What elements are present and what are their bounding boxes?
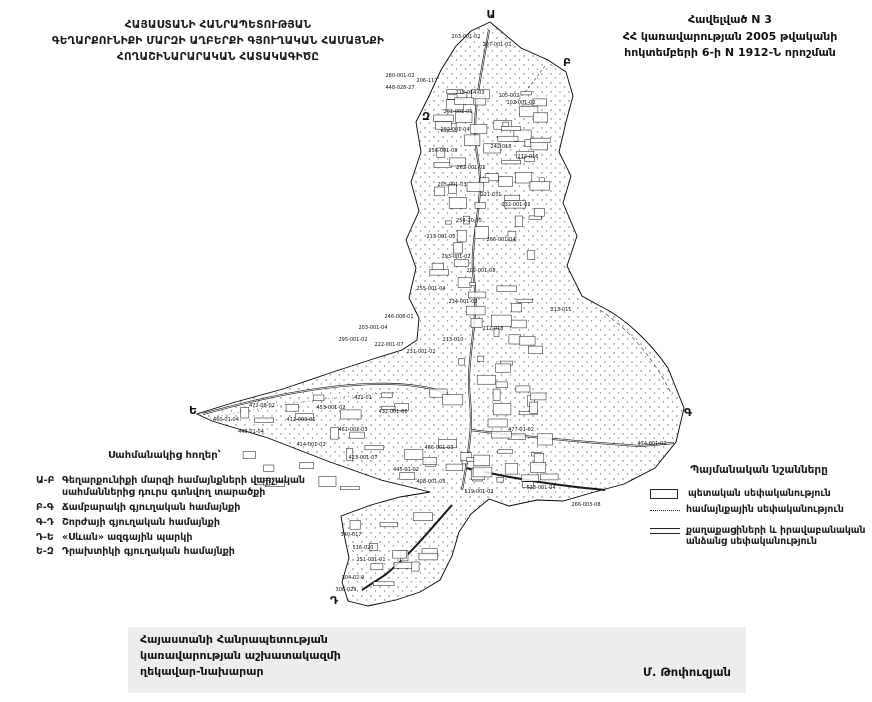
parcel-block xyxy=(493,404,511,415)
parcel-code-label: 280-001-02 xyxy=(385,73,415,79)
document-title xyxy=(14,18,422,65)
parcel-code-label: 234-001-02 xyxy=(448,299,478,305)
parcel-block xyxy=(530,393,546,400)
conventional-sign-item xyxy=(650,488,868,500)
adjacent-land-item xyxy=(36,475,328,499)
parcel-block xyxy=(331,428,339,440)
parcel-code-label: 246-008-01 xyxy=(384,314,414,320)
parcel-block xyxy=(471,318,482,327)
appendix-reference xyxy=(596,12,864,62)
parcel-block xyxy=(475,203,486,209)
adjacent-lands-title: Սահմանակից հողեր՝ xyxy=(108,450,221,461)
boundary-letter-Ե: Ե xyxy=(188,404,198,417)
parcel-code-label: 207-001-01 xyxy=(482,42,512,48)
parcel-code-label: 477-01-02 xyxy=(508,427,534,433)
parcel-code-label: 231-001-02 xyxy=(406,349,436,355)
parcel-block xyxy=(488,419,507,427)
parcel-block xyxy=(394,562,412,568)
parcel-code-label: 266-003-08 xyxy=(571,502,601,508)
parcel-block xyxy=(382,393,393,398)
adjacent-land-label: «Սևան» ազգային պարկի xyxy=(62,531,193,543)
boundary-letter-Գ: Գ xyxy=(683,406,693,419)
parcel-code-label: 466-001-03 xyxy=(424,445,454,451)
parcel-block xyxy=(496,364,511,372)
appendix-line-1: Հավելված N 3 xyxy=(688,13,772,26)
parcel-code-label: 242-018 xyxy=(490,144,512,150)
border-segment-code: Գ-Դ xyxy=(36,516,54,528)
parcel-block xyxy=(505,463,518,474)
parcel-code-label: 203-001-02 xyxy=(451,34,481,40)
parcel-block xyxy=(446,464,463,471)
parcel-code-label: 432-001-06 xyxy=(378,409,408,415)
parcel-block xyxy=(473,467,492,477)
parcel-block xyxy=(480,178,489,183)
parcel-block xyxy=(434,115,454,122)
parcel-block xyxy=(521,92,532,95)
parcel-code-label: 461-002-03 xyxy=(338,427,368,433)
parcel-block xyxy=(454,260,468,267)
parcel-block xyxy=(511,320,527,328)
parcel-code-label: 472-08-02 xyxy=(249,403,275,409)
parcel-block xyxy=(340,487,359,490)
parcel-block xyxy=(498,136,518,141)
parcel-block xyxy=(434,162,451,167)
parcel-code-label: 423-001-07 xyxy=(348,455,378,461)
parcel-code-label: 213-010 xyxy=(442,337,464,343)
parcel-block xyxy=(430,270,449,276)
border-segment-code: Բ-Գ xyxy=(36,501,54,513)
parcel-code-label: 445-01-02 xyxy=(393,467,419,473)
parcel-code-label: 448-01-04 xyxy=(238,429,264,435)
parcel-code-label: 251-031-01 xyxy=(356,557,386,563)
parcel-code-label: 102-001-02 xyxy=(506,100,536,106)
conventional-sign-label: համայնքային սեփականություն xyxy=(686,503,844,515)
parcel-code-label: 212-016 xyxy=(517,154,539,160)
parcel-code-label: 412-003-01 xyxy=(286,417,316,423)
parcel-block xyxy=(533,113,547,122)
adjacent-land-label: Ճամբարակի գյուղական համայնքի xyxy=(62,501,241,513)
parcel-block xyxy=(502,160,521,164)
conventional-sign-item xyxy=(650,525,868,548)
parcel-code-label: 105-002 xyxy=(498,93,520,99)
adjacent-land-item xyxy=(36,532,328,544)
parcel-code-label: 519-001-02 xyxy=(464,489,494,495)
boundary-letter-Բ: Բ xyxy=(562,56,572,69)
parcel-block xyxy=(286,404,298,411)
parcel-block xyxy=(516,172,532,183)
parcel-block xyxy=(496,382,508,388)
parcel-block xyxy=(516,386,530,392)
parcel-block xyxy=(393,551,407,559)
parcel-code-label: 474-001-02 xyxy=(637,441,667,447)
footer-line-1: Հայաստանի Հանրապետության xyxy=(140,633,328,646)
parcel-code-label: 292-001-04 xyxy=(440,127,470,133)
parcel-code-label: 421-01 xyxy=(354,395,372,401)
footer-band xyxy=(128,627,746,693)
parcel-block xyxy=(470,282,476,285)
parcel-block xyxy=(537,434,552,445)
parcel-block xyxy=(458,278,471,288)
private-boundary-symbol-icon xyxy=(650,528,680,534)
parcel-code-label: 516-020 xyxy=(352,545,374,551)
appendix-line-2: ՀՀ կառավարության 2005 թվականի xyxy=(622,29,838,43)
parcel-block xyxy=(341,410,361,419)
parcel-block xyxy=(466,458,475,462)
parcel-code-label: 212-018 xyxy=(482,326,504,332)
parcel-code-label: 262-001-05 xyxy=(456,165,486,171)
parcel-code-label: 206-117 xyxy=(416,78,438,84)
adjacent-land-item xyxy=(36,546,328,558)
parcel-block xyxy=(419,553,438,560)
parcel-block xyxy=(477,356,484,362)
conventional-sign-item xyxy=(650,504,868,521)
parcel-code-label: 254-20-05 xyxy=(456,218,482,224)
parcel-block xyxy=(509,335,521,344)
conventional-sign-label: քաղաքացիների և իրավաբանական անձանց սեփականություն xyxy=(686,524,866,548)
parcel-block xyxy=(405,450,423,460)
parcel-block xyxy=(535,208,545,216)
border-segment-code: Ե-Զ xyxy=(36,546,54,558)
parcel-code-label: 213-011 xyxy=(550,307,572,313)
parcel-code-label: 308-029 xyxy=(335,587,357,593)
parcel-block xyxy=(454,243,463,253)
parcel-block xyxy=(515,216,522,227)
parcel-code-label: 408-001-05 xyxy=(416,479,446,485)
parcel-block xyxy=(445,221,451,224)
parcel-block xyxy=(530,402,538,413)
parcel-block xyxy=(498,450,513,454)
adjacent-land-label: Շորժայի գյուղական համայնքի xyxy=(62,516,220,528)
title-line-3: ՀՈՂԱՇԻՆԱՐԱՐԱԿԱՆ ՀԱՏԱԿԱԳԻԾԸ xyxy=(116,50,320,63)
parcel-block xyxy=(465,135,480,146)
boundary-letter-Դ: Դ xyxy=(329,594,339,607)
parcel-block xyxy=(519,337,535,346)
parcel-block xyxy=(373,582,394,586)
parcel-block xyxy=(466,306,485,315)
parcel-block xyxy=(457,230,466,242)
parcel-block xyxy=(449,197,466,208)
appendix-line-3: հոկտեմբերի 6-ի N 1912-Ն որոշման xyxy=(624,46,836,59)
signature-name: Մ. Թոփուզյան xyxy=(643,665,731,679)
parcel-code-label: 266-001-04 xyxy=(486,237,516,243)
border-segment-code: Ա-Բ xyxy=(36,475,55,486)
parcel-code-label: 414-001-02 xyxy=(296,442,326,448)
footer-line-2: կառավարության աշխատակազմի xyxy=(140,648,341,662)
parcel-block xyxy=(497,478,504,483)
parcel-block xyxy=(530,463,545,473)
parcel-block xyxy=(493,389,500,400)
parcel-block xyxy=(423,457,437,464)
parcel-code-label: 256-001-08 xyxy=(428,148,458,154)
parcel-block xyxy=(412,562,419,571)
parcel-block xyxy=(413,513,432,521)
parcel-block xyxy=(350,432,365,438)
parcel-block xyxy=(400,473,415,480)
parcel-block xyxy=(491,315,511,326)
adjacent-land-item xyxy=(36,517,328,529)
parcel-block xyxy=(241,407,249,418)
adjacent-lands-items xyxy=(36,475,328,558)
parcel-code-label: 448-028-27 xyxy=(385,85,415,91)
parcel-block xyxy=(474,455,490,466)
parcel-block xyxy=(530,138,550,143)
state-boundary-symbol-icon xyxy=(650,489,678,499)
parcel-block xyxy=(467,182,483,191)
parcel-code-label: 293-001-02 xyxy=(441,254,471,260)
parcel-block xyxy=(503,122,509,126)
parcel-block xyxy=(380,523,398,527)
parcel-block xyxy=(530,182,550,191)
parcel-block xyxy=(477,375,495,384)
parcel-code-label: 453-001-02 xyxy=(316,405,346,411)
parcel-code-label: 232-001-02 xyxy=(501,202,531,208)
parcel-code-label: 205-001-03 xyxy=(437,182,467,188)
title-line-1: ՀԱՅԱՍՏԱՆԻ ՀԱՆՐԱՊԵՏՈՒԹՅԱՆ xyxy=(124,19,312,31)
parcel-code-label: 460-01-04 xyxy=(213,417,239,423)
parcel-block xyxy=(455,98,474,105)
community-boundary-symbol-icon xyxy=(650,510,680,521)
parcel-block xyxy=(522,475,539,481)
parcel-block xyxy=(504,195,519,200)
parcel-code-label: 213-001-05 xyxy=(426,234,456,240)
parcel-code-label: 213-014-03 xyxy=(455,90,485,96)
footer-line-3: ղեկավար-նախարար xyxy=(140,664,264,678)
parcel-block xyxy=(517,299,533,302)
conventional-signs-legend xyxy=(650,464,868,552)
conventional-signs-title: Պայմանական նշանները xyxy=(690,464,828,476)
parcel-block xyxy=(442,394,462,405)
parcel-block xyxy=(459,358,465,365)
parcel-block xyxy=(432,263,443,270)
parcel-code-label: 304-02-9 xyxy=(341,575,365,581)
title-line-2: ԳԵՂԱՐՔՈՒՆԻՔԻ ՄԱՐԶԻ ԱՂԲԵՐՔԻ ԳՅՈՒՂԱԿԱՆ ՀԱՄԱՅՆՔԻ xyxy=(51,34,385,47)
parcel-code-label: 222-001-07 xyxy=(374,342,404,348)
conventional-signs-items xyxy=(650,488,868,548)
adjacent-lands-legend xyxy=(36,450,328,561)
parcel-block xyxy=(350,520,360,529)
parcel-block xyxy=(497,286,517,291)
issuing-authority xyxy=(140,632,341,680)
boundary-letter-Ա: Ա xyxy=(486,8,496,21)
parcel-block xyxy=(528,346,542,354)
parcel-code-label: 221-031 xyxy=(480,192,502,198)
parcel-block xyxy=(527,251,535,260)
parcel-code-label: 202-001-08 xyxy=(466,268,496,274)
parcel-block xyxy=(371,564,383,570)
parcel-block xyxy=(511,303,521,312)
parcel-block xyxy=(468,292,486,298)
adjacent-land-item xyxy=(36,502,328,514)
conventional-sign-label: պետական սեփականություն xyxy=(688,488,831,499)
parcel-code-label: 255-001-04 xyxy=(416,286,446,292)
parcel-block xyxy=(540,474,558,480)
parcel-code-label: 340-017 xyxy=(340,532,362,538)
parcel-block xyxy=(255,418,274,422)
boundary-letter-Զ: Զ xyxy=(421,110,431,123)
parcel-block xyxy=(313,395,324,401)
parcel-code-label: 523-001-04 xyxy=(526,485,556,491)
parcel-code-label: 201-001-01 xyxy=(443,109,473,115)
parcel-block xyxy=(501,126,520,130)
parcel-block xyxy=(470,124,487,133)
parcel-block xyxy=(365,446,384,450)
parcel-block xyxy=(499,177,513,187)
adjacent-land-label: Գեղարքունիքի մարզի համայնքների վարչական սահմաններից դուրս գտնվող տարածքի xyxy=(62,475,305,498)
border-segment-code: Դ-Ե xyxy=(36,531,54,543)
parcel-code-label: 203-001-04 xyxy=(358,325,388,331)
parcel-block xyxy=(434,187,444,196)
parcel-code-label: 295-001-02 xyxy=(338,337,368,343)
adjacent-land-label: Դրախտիկի գյուղական համայնքի xyxy=(62,546,235,558)
